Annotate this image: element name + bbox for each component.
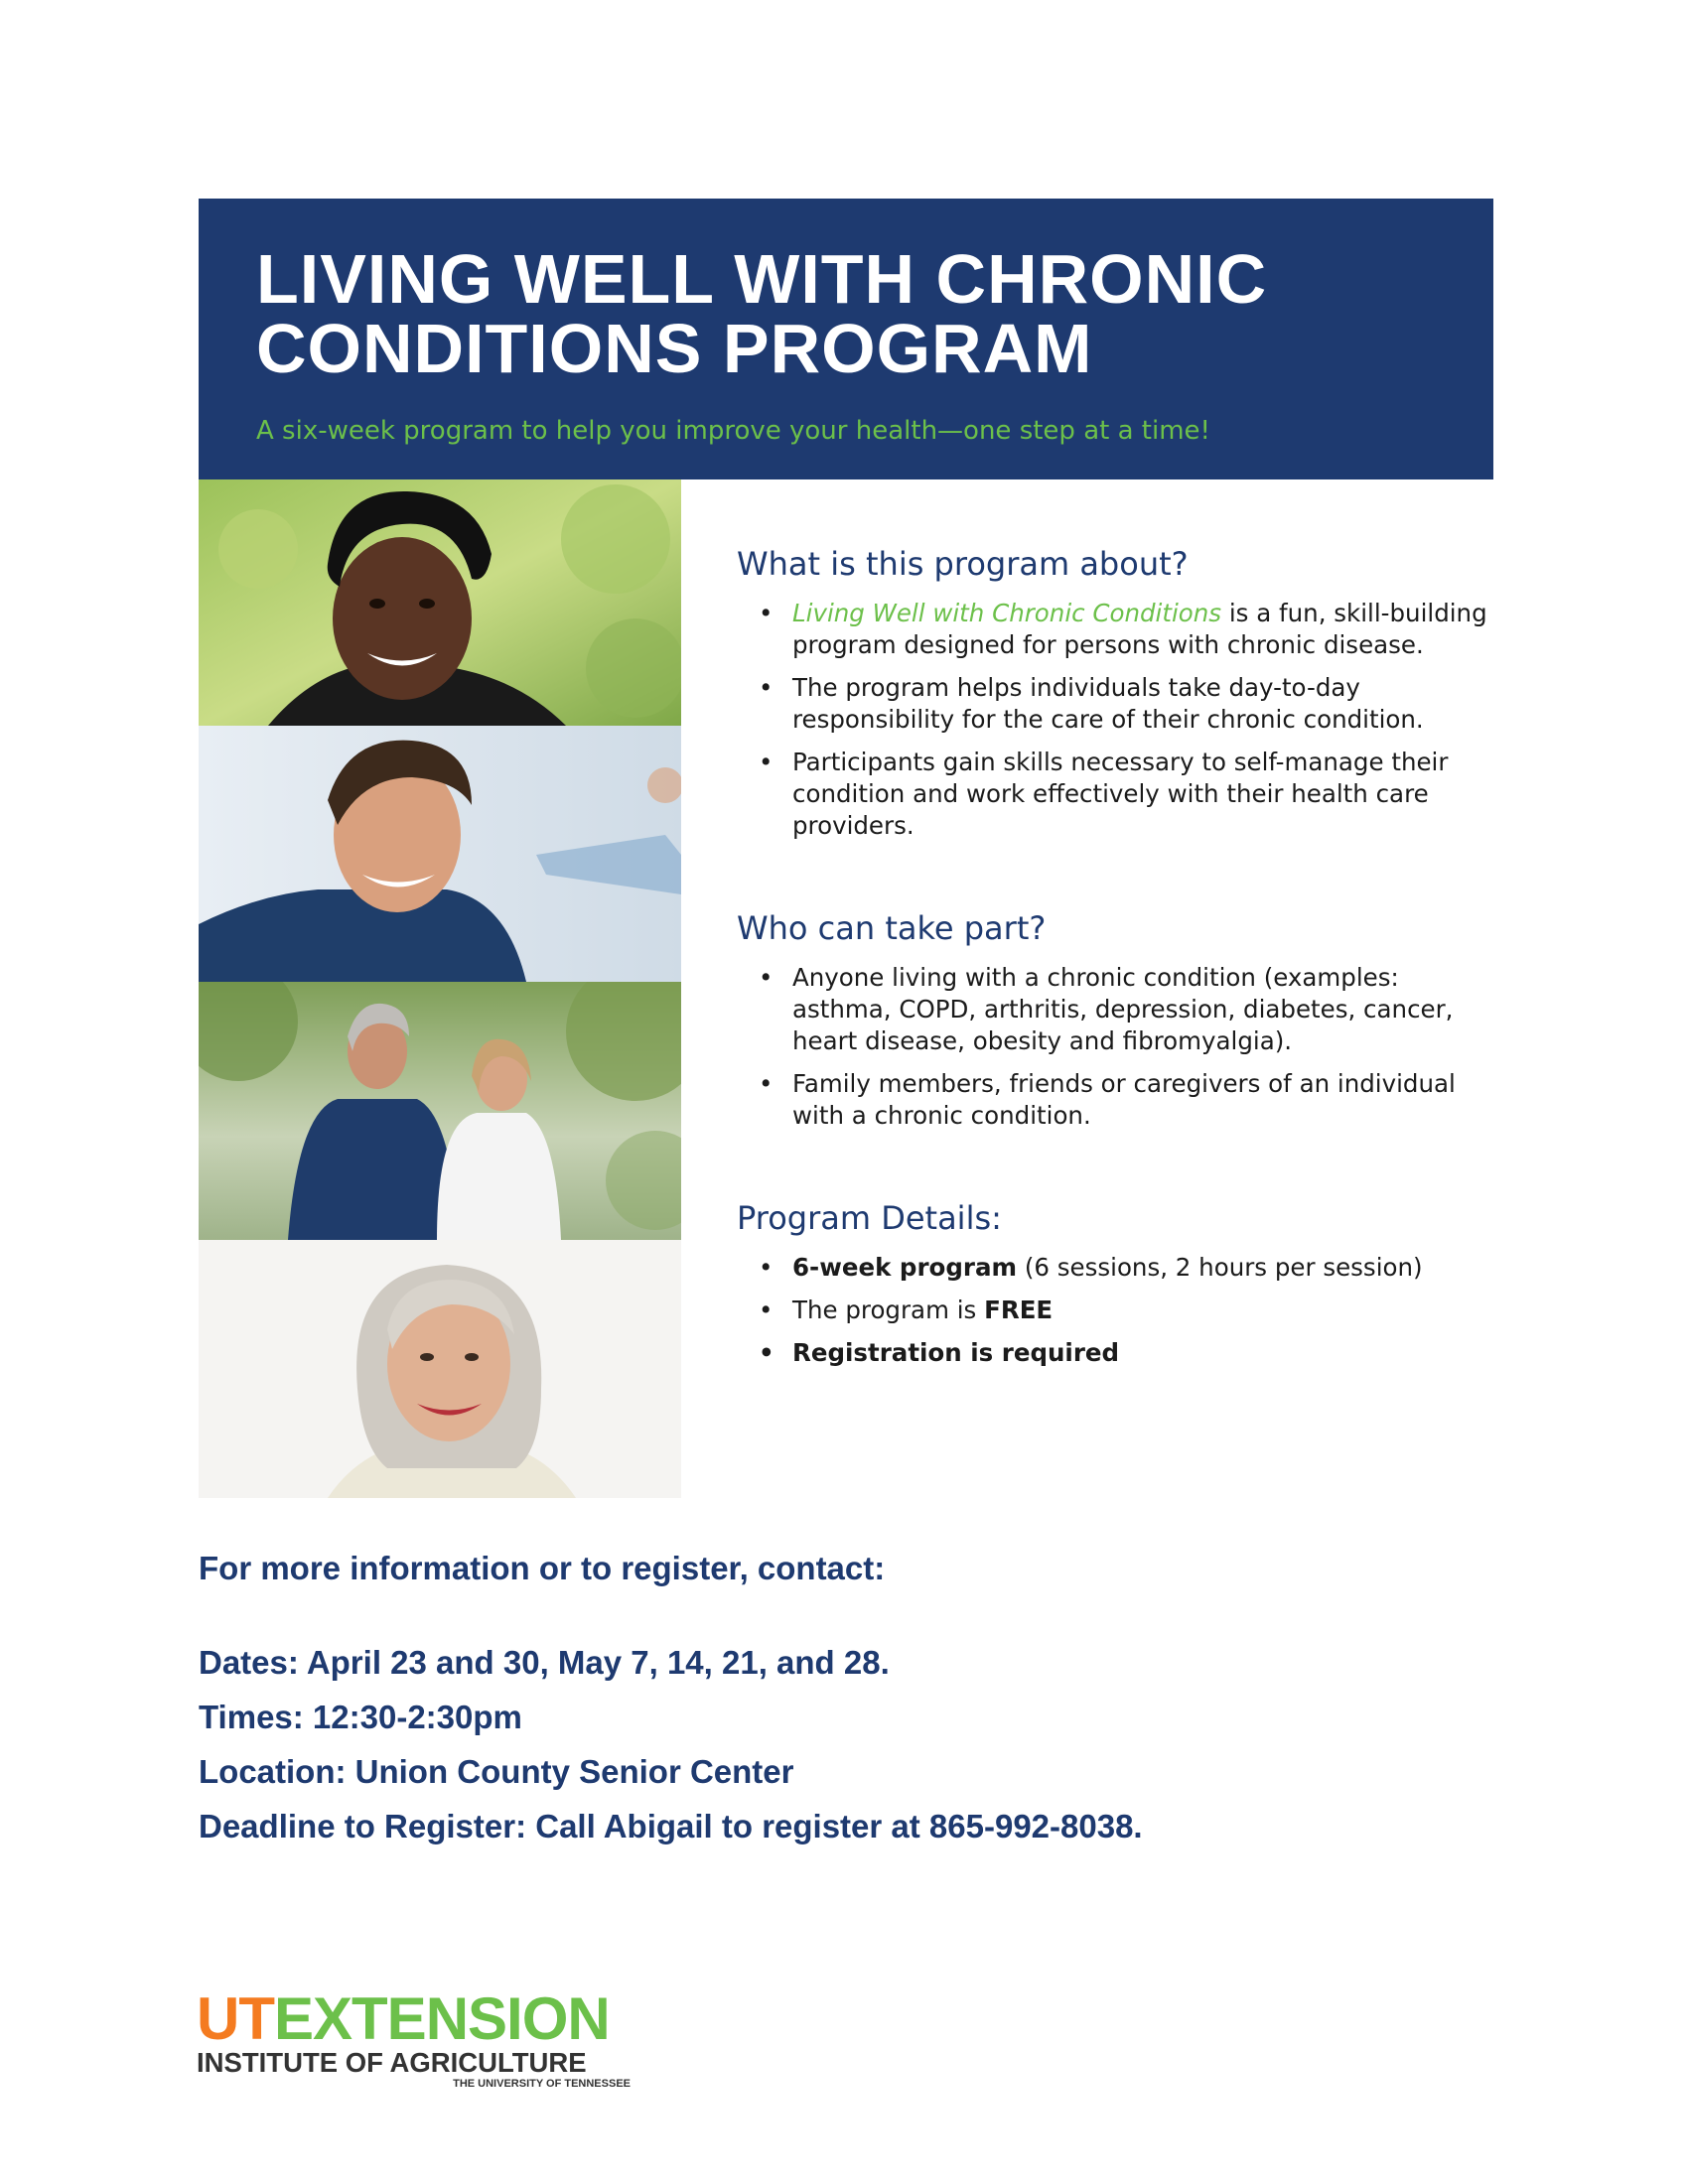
program-title <box>256 240 1493 387</box>
woman-in-headwrap-photo <box>199 479 681 726</box>
cost-free: FREE <box>984 1296 1054 1324</box>
details-list <box>737 1252 1491 1369</box>
duration-detail: (6 sessions, 2 hours per session) <box>1017 1253 1423 1282</box>
details-bullet-3: • Registration is required <box>737 1337 1491 1369</box>
who-bullet-2: • Family members, friends or caregivers of an individual with a chronic condition. <box>737 1068 1491 1132</box>
about-bullet-1 <box>737 598 1491 661</box>
details-bullet-1 <box>737 1252 1491 1284</box>
contact-times: Times: 12:30-2:30pm <box>199 1699 522 1735</box>
contact-dates: Dates: April 23 and 30, May 7, 14, 21, and 28. <box>199 1644 890 1681</box>
smiling-man-photo <box>199 726 681 982</box>
logo-wordmark <box>197 1985 643 2052</box>
gray-haired-woman-photo <box>199 1240 681 1498</box>
who-bullet-1: • Anyone living with a chronic condition (examples: asthma, COPD, arthritis, depression, diabetes, cancer, heart disease, obesity and fibromyalgia). <box>737 962 1491 1057</box>
program-info <box>737 544 1491 1380</box>
title-line-2: CONDITIONS PROGRAM <box>256 310 1093 387</box>
contact-intro: For more information or to register, contact: <box>199 1550 886 1586</box>
details-heading: Program Details: <box>737 1199 1002 1237</box>
about-heading: What is this program about? <box>737 545 1189 583</box>
who-heading: Who can take part? <box>737 909 1047 947</box>
about-list <box>737 598 1491 842</box>
logo-university: THE UNIVERSITY OF TENNESSEE <box>453 2078 631 2090</box>
logo-institute: INSTITUTE OF AGRICULTURE <box>197 2047 587 2078</box>
title-banner <box>199 199 1493 479</box>
details-bullet-2 <box>737 1295 1491 1326</box>
logo-extension: EXTENSION <box>273 1985 610 2052</box>
who-list <box>737 962 1491 1132</box>
contact-block <box>199 1541 1489 1853</box>
title-line-1: LIVING WELL WITH CHRONIC <box>256 240 1268 318</box>
about-bullet-3: • Participants gain skills necessary to self-manage their condition and work effectively with their health care providers. <box>737 747 1491 842</box>
older-couple-photo <box>199 982 681 1240</box>
program-subtitle: A six-week program to help you improve your health—one step at a time! <box>256 416 1210 446</box>
about-bullet-2: • The program helps individuals take day-to-day responsibility for the care of their chronic condition. <box>737 672 1491 736</box>
duration-bold: 6-week program <box>792 1253 1018 1282</box>
about-bullet-1-text: is a fun, skill-building program designed for persons with chronic disease. <box>792 599 1487 659</box>
cost-prefix: The program is <box>792 1296 985 1324</box>
ut-extension-logo <box>197 1985 643 2099</box>
photo-column <box>199 479 681 1498</box>
program-name-highlight: Living Well with Chronic Conditions <box>792 599 1222 627</box>
contact-location: Location: Union County Senior Center <box>199 1753 794 1790</box>
logo-ut: UT <box>197 1985 274 2052</box>
contact-deadline: Deadline to Register: Call Abigail to register at 865-992-8038. <box>199 1808 1143 1844</box>
